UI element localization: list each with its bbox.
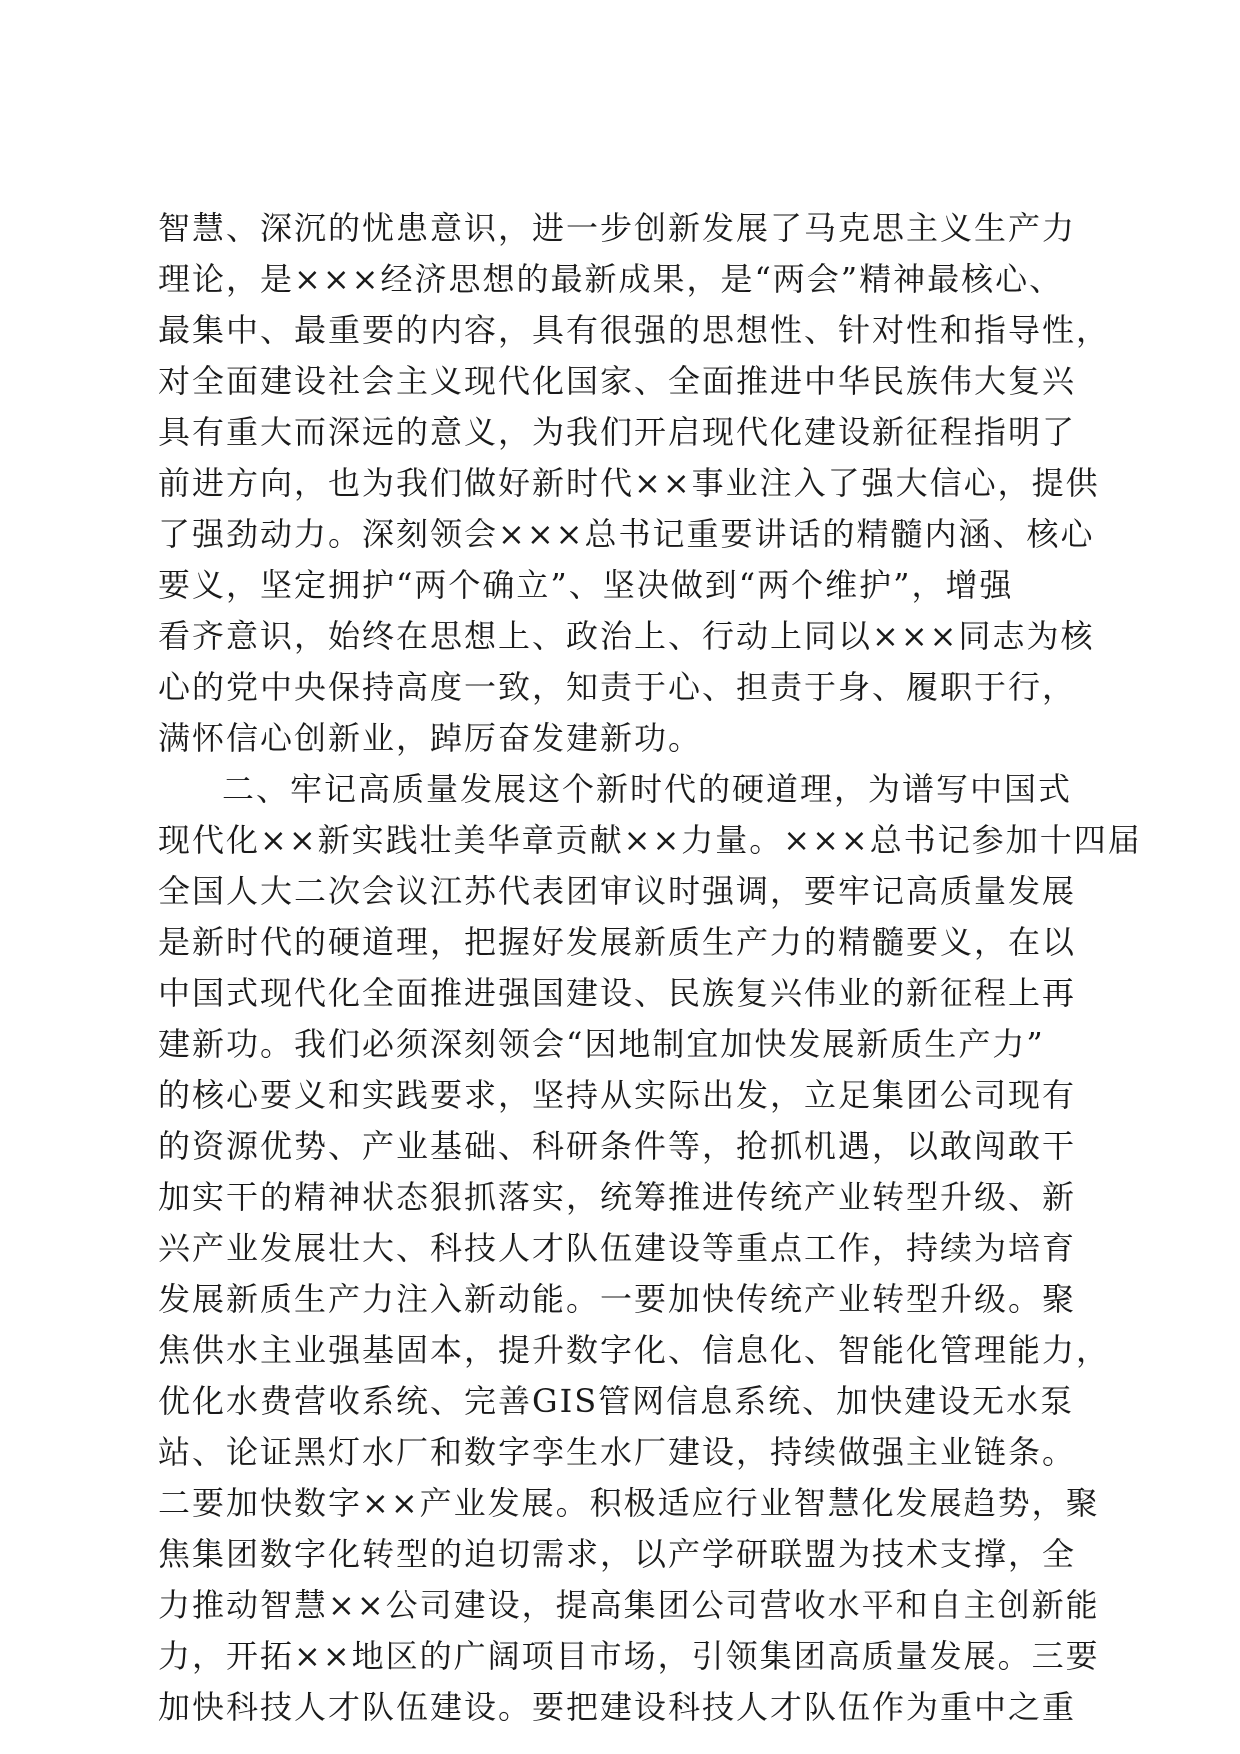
text-line: 二要加快数字××产业发展。积极适应行业智慧化发展趋势，聚 (158, 1484, 1100, 1522)
text-line: 兴产业发展壮大、科技人才队伍建设等重点工作，持续为培育 (158, 1229, 1077, 1267)
text-line: 力推动智慧××公司建设，提高集团公司营收水平和自主创新能 (158, 1586, 1100, 1624)
section-heading-line: 二、牢记高质量发展这个新时代的硬道理，为谱写中国式 (222, 770, 1073, 808)
text-line: 的核心要义和实践要求，坚持从实际出发，立足集团公司现有 (158, 1076, 1077, 1114)
text-line: 心的党中央保持高度一致，知责于心、担责于身、履职于行， (158, 668, 1077, 706)
text-line: 加快科技人才队伍建设。要把建设科技人才队伍作为重中之重 (158, 1688, 1077, 1726)
text-line: 站、论证黑灯水厂和数字孪生水厂建设，持续做强主业链条。 (158, 1433, 1077, 1471)
text-line: 建新功。我们必须深刻领会“因地制宜加快发展新质生产力” (158, 1025, 1045, 1063)
text-line: 要义，坚定拥护“两个确立”、坚决做到“两个维护”，增强 (158, 566, 1014, 604)
text-line: 具有重大而深远的意义，为我们开启现代化建设新征程指明了 (158, 413, 1077, 451)
text-line: 了强劲动力。深刻领会×××总书记重要讲话的精髓内涵、核心 (158, 515, 1095, 553)
text-line: 焦集团数字化转型的迫切需求，以产学研联盟为技术支撑，全 (158, 1535, 1077, 1573)
text-line: 前进方向，也为我们做好新时代××事业注入了强大信心，提供 (158, 464, 1100, 502)
text-line: 最集中、最重要的内容，具有很强的思想性、针对性和指导性， (158, 311, 1111, 349)
text-line: 发展新质生产力注入新动能。一要加快传统产业转型升级。聚 (158, 1280, 1077, 1318)
text-line: 的资源优势、产业基础、科研条件等，抢抓机遇，以敢闯敢干 (158, 1127, 1077, 1165)
text-line: 加实干的精神状态狠抓落实，统筹推进传统产业转型升级、新 (158, 1178, 1077, 1216)
text-line: 理论，是×××经济思想的最新成果，是“两会”精神最核心、 (158, 260, 1064, 298)
text-line: 看齐意识，始终在思想上、政治上、行动上同以×××同志为核 (158, 617, 1095, 655)
text-line: 智慧、深沉的忧患意识，进一步创新发展了马克思主义生产力 (158, 209, 1077, 247)
text-line: 优化水费营收系统、完善GIS管网信息系统、加快建设无水泵 (158, 1382, 1075, 1420)
body-text (158, 203, 1142, 1733)
text-line: 满怀信心创新业，踔厉奋发建新功。 (158, 719, 703, 757)
text-line: 力，开拓××地区的广阔项目市场，引领集团高质量发展。三要 (158, 1637, 1100, 1675)
text-line: 对全面建设社会主义现代化国家、全面推进中华民族伟大复兴 (158, 362, 1077, 400)
text-line: 是新时代的硬道理，把握好发展新质生产力的精髓要义，在以 (158, 923, 1077, 961)
text-line: 焦供水主业强基固本，提升数字化、信息化、智能化管理能力， (158, 1331, 1111, 1369)
text-line: 中国式现代化全面推进强国建设、民族复兴伟业的新征程上再 (158, 974, 1077, 1012)
text-line: 全国人大二次会议江苏代表团审议时强调，要牢记高质量发展 (158, 872, 1077, 910)
text-line: 现代化××新实践壮美华章贡献××力量。×××总书记参加十四届 (158, 821, 1142, 859)
